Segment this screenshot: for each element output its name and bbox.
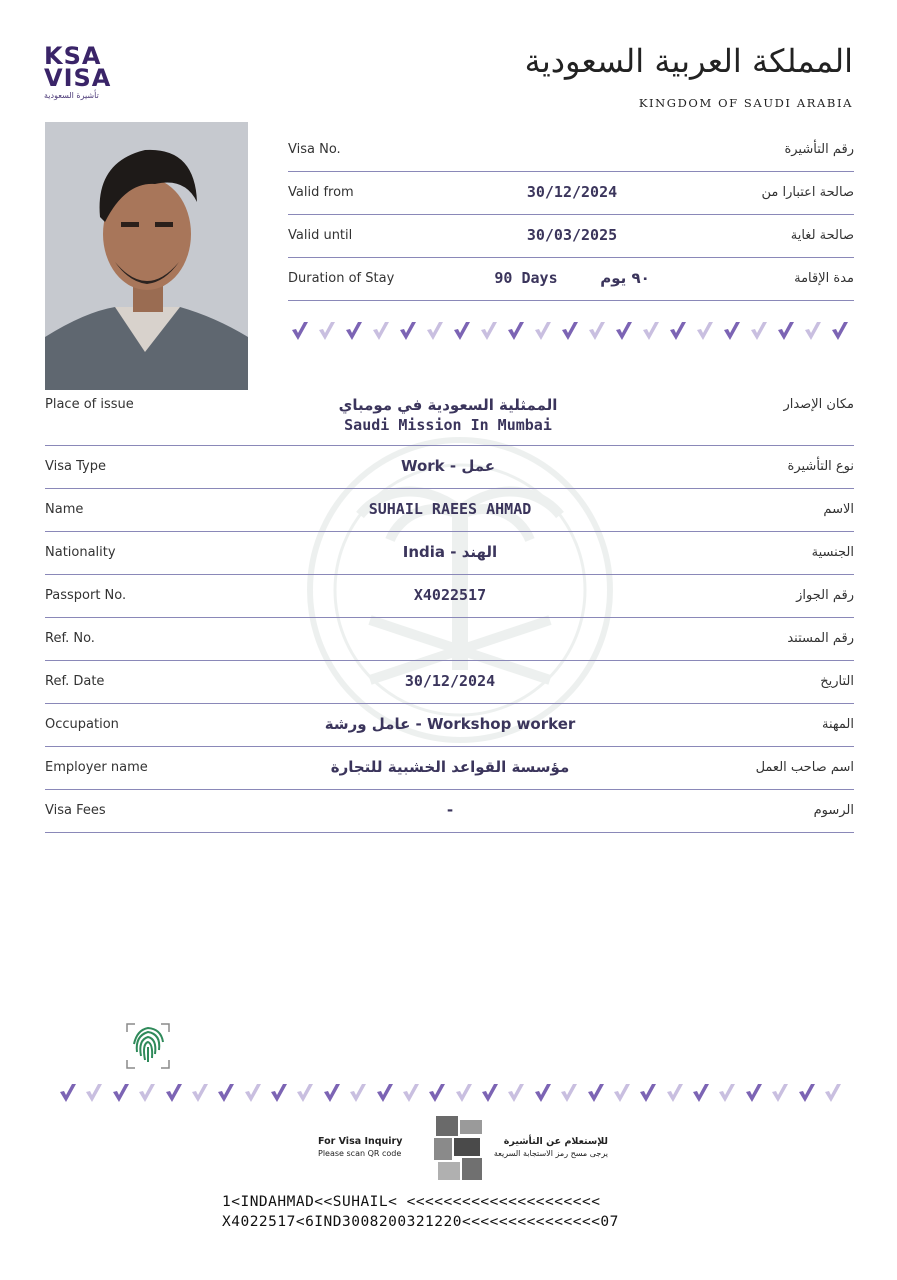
check-mark-icon xyxy=(665,1082,685,1104)
valid-until-label-ar: صالحة لغاية xyxy=(790,228,854,243)
check-mark-icon xyxy=(612,1082,632,1104)
check-mark-icon xyxy=(290,320,310,342)
check-mark-icon xyxy=(803,320,823,342)
place-of-issue-row xyxy=(45,390,854,446)
valid-until-row xyxy=(288,214,854,258)
check-mark-icon xyxy=(344,320,364,342)
check-mark-icon xyxy=(479,320,499,342)
passport-no-row xyxy=(45,574,854,618)
check-mark-icon xyxy=(137,1082,157,1104)
check-mark-icon xyxy=(638,1082,658,1104)
check-mark-icon xyxy=(58,1082,78,1104)
check-mark-icon xyxy=(797,1082,817,1104)
occupation-row xyxy=(45,703,854,747)
employer-value: مؤسسة القواعد الخشبية للتجارة xyxy=(330,758,570,776)
nationality-label-ar: الجنسية xyxy=(811,545,854,560)
visa-inquiry-block xyxy=(318,1114,608,1186)
occupation-label: Occupation xyxy=(45,717,119,732)
logo-line1: KSA xyxy=(44,42,102,70)
ref-date-label-ar: التاريخ xyxy=(820,674,854,689)
check-mark-icon xyxy=(480,1082,500,1104)
nationality-value: India - الهند xyxy=(402,543,498,561)
duration-value-en: 90 Days xyxy=(494,269,558,287)
place-of-issue-label-ar: مكان الإصدار xyxy=(783,397,854,412)
name-label-ar: الاسم xyxy=(823,502,854,517)
kingdom-title-arabic: المملكة العربية السعودية xyxy=(524,42,853,80)
check-mark-icon xyxy=(454,1082,474,1104)
check-mark-icon xyxy=(830,320,850,342)
valid-until-label: Valid until xyxy=(288,228,353,243)
check-mark-icon xyxy=(425,320,445,342)
visa-type-label: Visa Type xyxy=(45,459,106,474)
fingerprint-icon xyxy=(125,1022,171,1070)
nationality-row xyxy=(45,531,854,575)
check-mark-icon xyxy=(641,320,661,342)
check-mark-icon xyxy=(744,1082,764,1104)
visa-type-label-ar: نوع التأشيرة xyxy=(787,459,854,474)
visa-no-label-ar: رقم التأشيرة xyxy=(784,142,854,157)
check-mark-icon xyxy=(722,320,742,342)
check-mark-icon xyxy=(776,320,796,342)
duration-value-ar: ٩٠ يوم xyxy=(600,269,650,287)
occupation-label-ar: المهنة xyxy=(822,717,854,732)
check-mark-icon xyxy=(452,320,472,342)
inquiry-text-ar: للإستعلام عن التأشيرة يرجى مسح رمز الاستجابة السريعة xyxy=(493,1136,608,1158)
check-mark-icon xyxy=(322,1082,342,1104)
check-mark-icon xyxy=(243,1082,263,1104)
check-mark-icon xyxy=(216,1082,236,1104)
check-mark-icon xyxy=(559,1082,579,1104)
logo-subtitle: تأشيرة السعودية xyxy=(44,91,99,100)
check-mark-icon xyxy=(398,320,418,342)
visa-no-row xyxy=(288,128,854,172)
logo-line2: VISA xyxy=(44,64,112,92)
passport-no-value: X4022517 xyxy=(413,586,487,604)
inquiry-text-en: For Visa Inquiry Please scan QR code xyxy=(318,1136,403,1158)
check-mark-row-top xyxy=(290,320,850,342)
visa-no-label: Visa No. xyxy=(288,142,341,157)
check-mark-icon xyxy=(533,320,553,342)
check-mark-icon xyxy=(506,320,526,342)
check-mark-icon xyxy=(691,1082,711,1104)
check-mark-row-bottom xyxy=(58,1082,843,1104)
check-mark-icon xyxy=(348,1082,368,1104)
place-of-issue-label: Place of issue xyxy=(45,397,134,412)
passport-no-label-ar: رقم الجواز xyxy=(796,588,854,603)
check-mark-icon xyxy=(770,1082,790,1104)
check-mark-icon xyxy=(717,1082,737,1104)
ref-date-value: 30/12/2024 xyxy=(404,672,496,690)
valid-from-value: 30/12/2024 xyxy=(526,183,618,201)
duration-label-ar: مدة الإقامة xyxy=(794,271,854,286)
employer-label-ar: اسم صاحب العمل xyxy=(755,760,854,775)
check-mark-icon xyxy=(560,320,580,342)
ref-no-label-ar: رقم المستند xyxy=(787,631,854,646)
check-mark-icon xyxy=(317,320,337,342)
check-mark-icon xyxy=(269,1082,289,1104)
check-mark-icon xyxy=(427,1082,447,1104)
ref-date-row xyxy=(45,660,854,704)
visa-fees-value: - xyxy=(445,801,455,819)
check-mark-icon xyxy=(749,320,769,342)
check-mark-icon xyxy=(295,1082,315,1104)
check-mark-icon xyxy=(190,1082,210,1104)
check-mark-icon xyxy=(587,320,607,342)
ref-no-label: Ref. No. xyxy=(45,631,95,646)
name-row xyxy=(45,488,854,532)
duration-row xyxy=(288,257,854,301)
passport-no-label: Passport No. xyxy=(45,588,127,603)
visa-type-row xyxy=(45,445,854,489)
kingdom-title-english: KINGDOM OF SAUDI ARABIA xyxy=(638,96,853,110)
mrz-line-1: 1<INDAHMAD<<SUHAIL< <<<<<<<<<<<<<<<<<<<<< xyxy=(222,1194,601,1210)
qr-code-icon[interactable] xyxy=(428,1114,488,1184)
check-mark-icon xyxy=(533,1082,553,1104)
name-label: Name xyxy=(45,502,84,517)
valid-from-label-ar: صالحة اعتبارا من xyxy=(761,185,854,200)
check-mark-icon xyxy=(506,1082,526,1104)
occupation-value: عامل ورشة - Workshop worker xyxy=(324,715,576,733)
check-mark-icon xyxy=(668,320,688,342)
check-mark-icon xyxy=(84,1082,104,1104)
ksa-visa-logo xyxy=(44,42,134,100)
duration-label: Duration of Stay xyxy=(288,271,395,286)
visa-type-value: Work - عمل xyxy=(400,457,496,475)
check-mark-icon xyxy=(695,320,715,342)
visa-fees-label-ar: الرسوم xyxy=(813,803,854,818)
check-mark-icon xyxy=(614,320,634,342)
check-mark-icon xyxy=(371,320,391,342)
check-mark-icon xyxy=(111,1082,131,1104)
name-value: SUHAIL RAEES AHMAD xyxy=(368,500,532,518)
employer-label: Employer name xyxy=(45,760,148,775)
check-mark-icon xyxy=(401,1082,421,1104)
check-mark-icon xyxy=(823,1082,843,1104)
valid-until-value: 30/03/2025 xyxy=(526,226,618,244)
check-mark-icon xyxy=(375,1082,395,1104)
place-of-issue-value-ar: الممثلية السعودية في مومباي xyxy=(338,396,558,414)
valid-from-label: Valid from xyxy=(288,185,354,200)
mrz-line-2: X4022517<6IND3008200321220<<<<<<<<<<<<<<<07 xyxy=(222,1214,619,1230)
holder-photo xyxy=(45,122,248,390)
employer-row xyxy=(45,746,854,790)
valid-from-row xyxy=(288,171,854,215)
check-mark-icon xyxy=(164,1082,184,1104)
ref-date-label: Ref. Date xyxy=(45,674,105,689)
nationality-label: Nationality xyxy=(45,545,116,560)
ref-no-row xyxy=(45,617,854,661)
visa-fees-row xyxy=(45,789,854,833)
place-of-issue-value-en: Saudi Mission In Mumbai xyxy=(344,416,552,434)
visa-fees-label: Visa Fees xyxy=(45,803,106,818)
check-mark-icon xyxy=(586,1082,606,1104)
